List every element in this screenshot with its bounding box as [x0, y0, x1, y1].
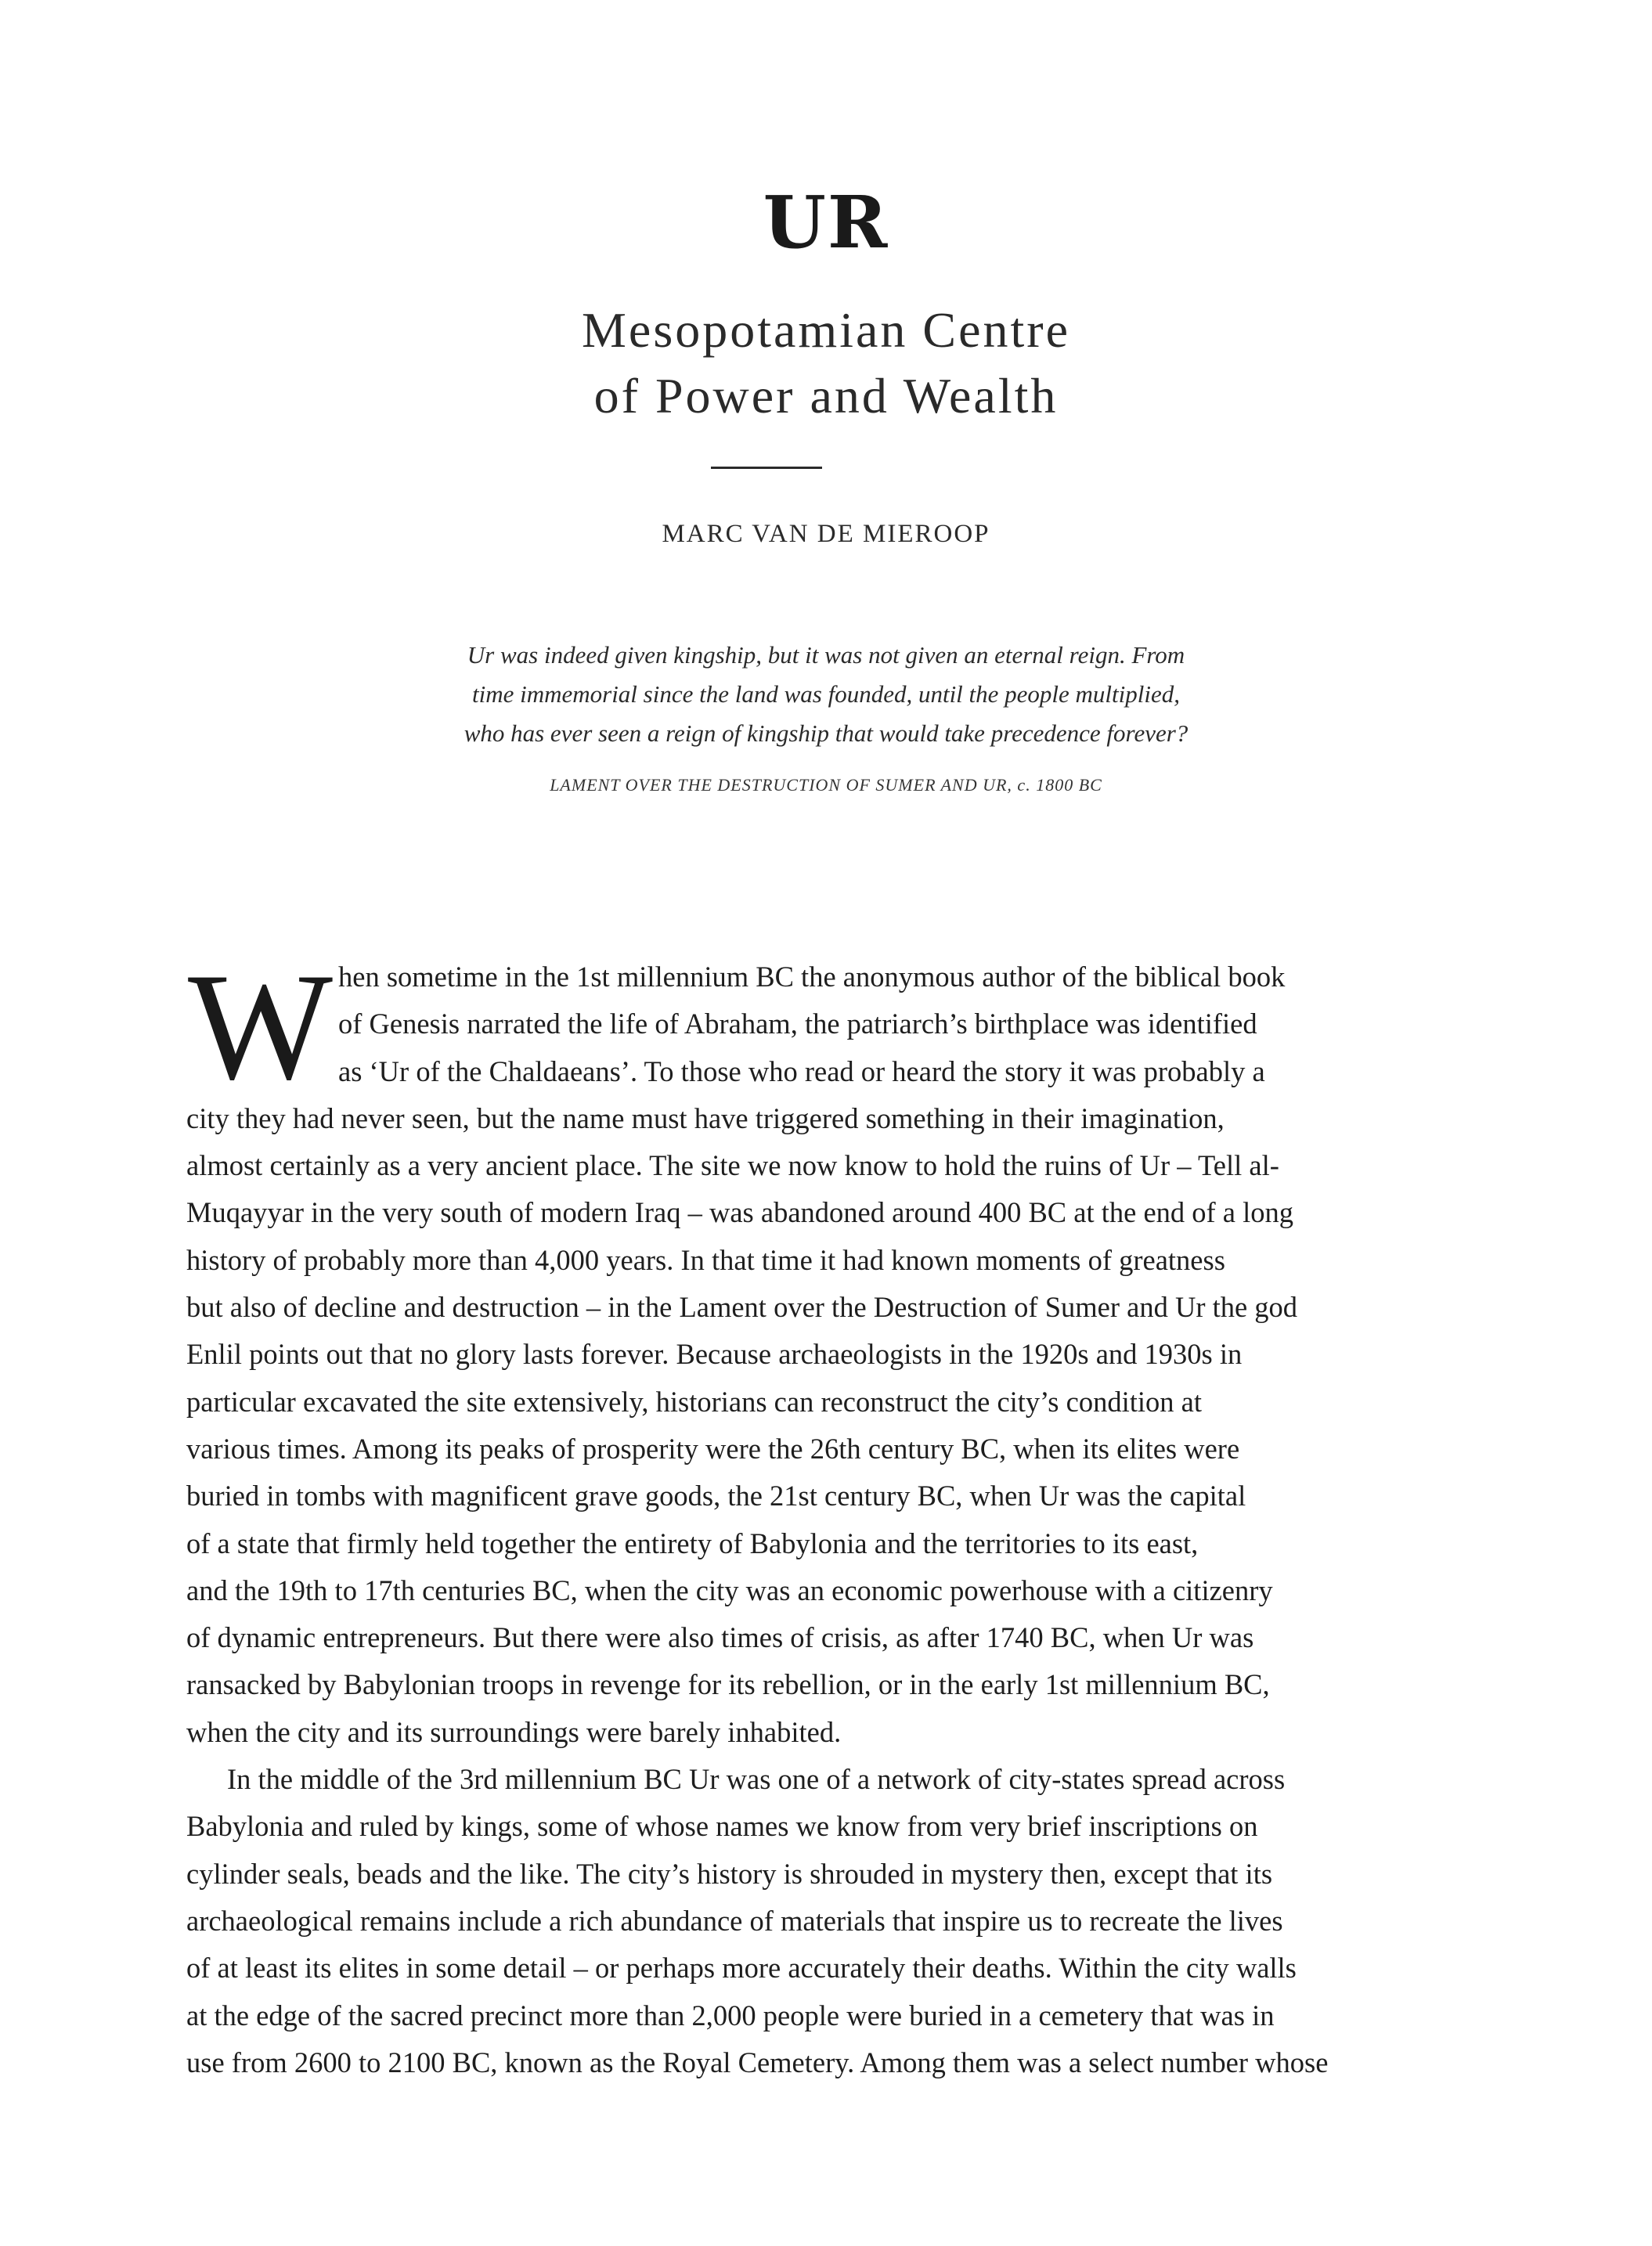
subtitle-line: of Power and Wealth	[593, 368, 1059, 424]
body-line: city they had never seen, but the name must have triggered something in their imagination,	[186, 1101, 1225, 1134]
body-line: ransacked by Babylonian troops in revenge for its rebellion, or in the early 1st millennium BC,	[186, 1668, 1270, 1701]
epigraph-source: LAMENT OVER THE DESTRUCTION OF SUMER AND UR, c. 1800 BC	[550, 775, 1102, 795]
epigraph-line: time immemorial since the land was founded, until the people multiplied,	[471, 680, 1181, 708]
body-line: use from 2600 to 2100 BC, known as the Royal Cemetery. Among them was a select number whose	[186, 2046, 1329, 2078]
epigraph-line: who has ever seen a reign of kingship that would take precedence forever?	[463, 719, 1189, 747]
body-line: at the edge of the sacred precinct more than 2,000 people were buried in a cemetery that was in	[186, 1999, 1275, 2031]
body-line: of dynamic entrepreneurs. But there were also times of crisis, as after 1740 BC, when Ur was	[186, 1621, 1254, 1654]
epigraph-line: Ur was indeed given kingship, but it was not given an eternal reign. From	[467, 641, 1185, 669]
author-name: MARC VAN DE MIEROOP	[662, 520, 990, 548]
body-line: as ‘Ur of the Chaldaeans’. To those who read or heard the story it was probably a	[338, 1055, 1265, 1087]
subtitle-line: Mesopotamian Centre	[582, 302, 1070, 358]
body-line: Muqayyar in the very south of modern Iraq – was abandoned around 400 BC at the end of a long	[186, 1196, 1294, 1229]
body-line: of Genesis narrated the life of Abraham, the patriarch’s birthplace was identified	[338, 1008, 1257, 1040]
drop-cap: W	[188, 942, 333, 1112]
body-line: almost certainly as a very ancient place. The site we now know to hold the ruins of Ur – Tell al-	[186, 1149, 1279, 1182]
body-line: particular excavated the site extensively, historians can reconstruct the city’s condition at	[186, 1385, 1202, 1418]
body-line: but also of decline and destruction – in the Lament over the Destruction of Sumer and Ur the god	[186, 1291, 1298, 1324]
body-line: Enlil points out that no glory lasts forever. Because archaeologists in the 1920s and 1930s in	[186, 1338, 1243, 1371]
chapter-subtitle	[0, 297, 1652, 429]
body-line: buried in tombs with magnificent grave goods, the 21st century BC, when Ur was the capital	[186, 1480, 1246, 1512]
body-line: history of probably more than 4,000 years. In that time it had known moments of greatness	[186, 1243, 1225, 1276]
body-line: In the middle of the 3rd millennium BC Ur was one of a network of city-states spread across	[227, 1763, 1286, 1796]
body-line: various times. Among its peaks of prosperity were the 26th century BC, when its elites were	[186, 1432, 1240, 1465]
body-line: archaeological remains include a rich abundance of materials that inspire us to recreate the lives	[186, 1904, 1283, 1937]
chapter-title: UR	[763, 180, 889, 265]
body-line: cylinder seals, beads and the like. The city’s history is shrouded in mystery then, except that its	[186, 1857, 1273, 1890]
body-line: when the city and its surroundings were barely inhabited.	[186, 1715, 842, 1748]
body-line: of a state that firmly held together the entirety of Babylonia and the territories to its east,	[186, 1527, 1199, 1559]
epigraph	[376, 636, 1276, 753]
body-line: Babylonia and ruled by kings, some of whose names we know from very brief inscriptions on	[186, 1810, 1258, 1843]
body-line: and the 19th to 17th centuries BC, when the city was an economic powerhouse with a citizenry	[186, 1574, 1273, 1606]
body-line: of at least its elites in some detail – or perhaps more accurately their deaths. Within the city walls	[186, 1952, 1297, 1985]
body-text	[186, 942, 1392, 2086]
title-divider	[711, 467, 822, 469]
body-line: hen sometime in the 1st millennium BC the anonymous author of the biblical book	[338, 961, 1286, 993]
